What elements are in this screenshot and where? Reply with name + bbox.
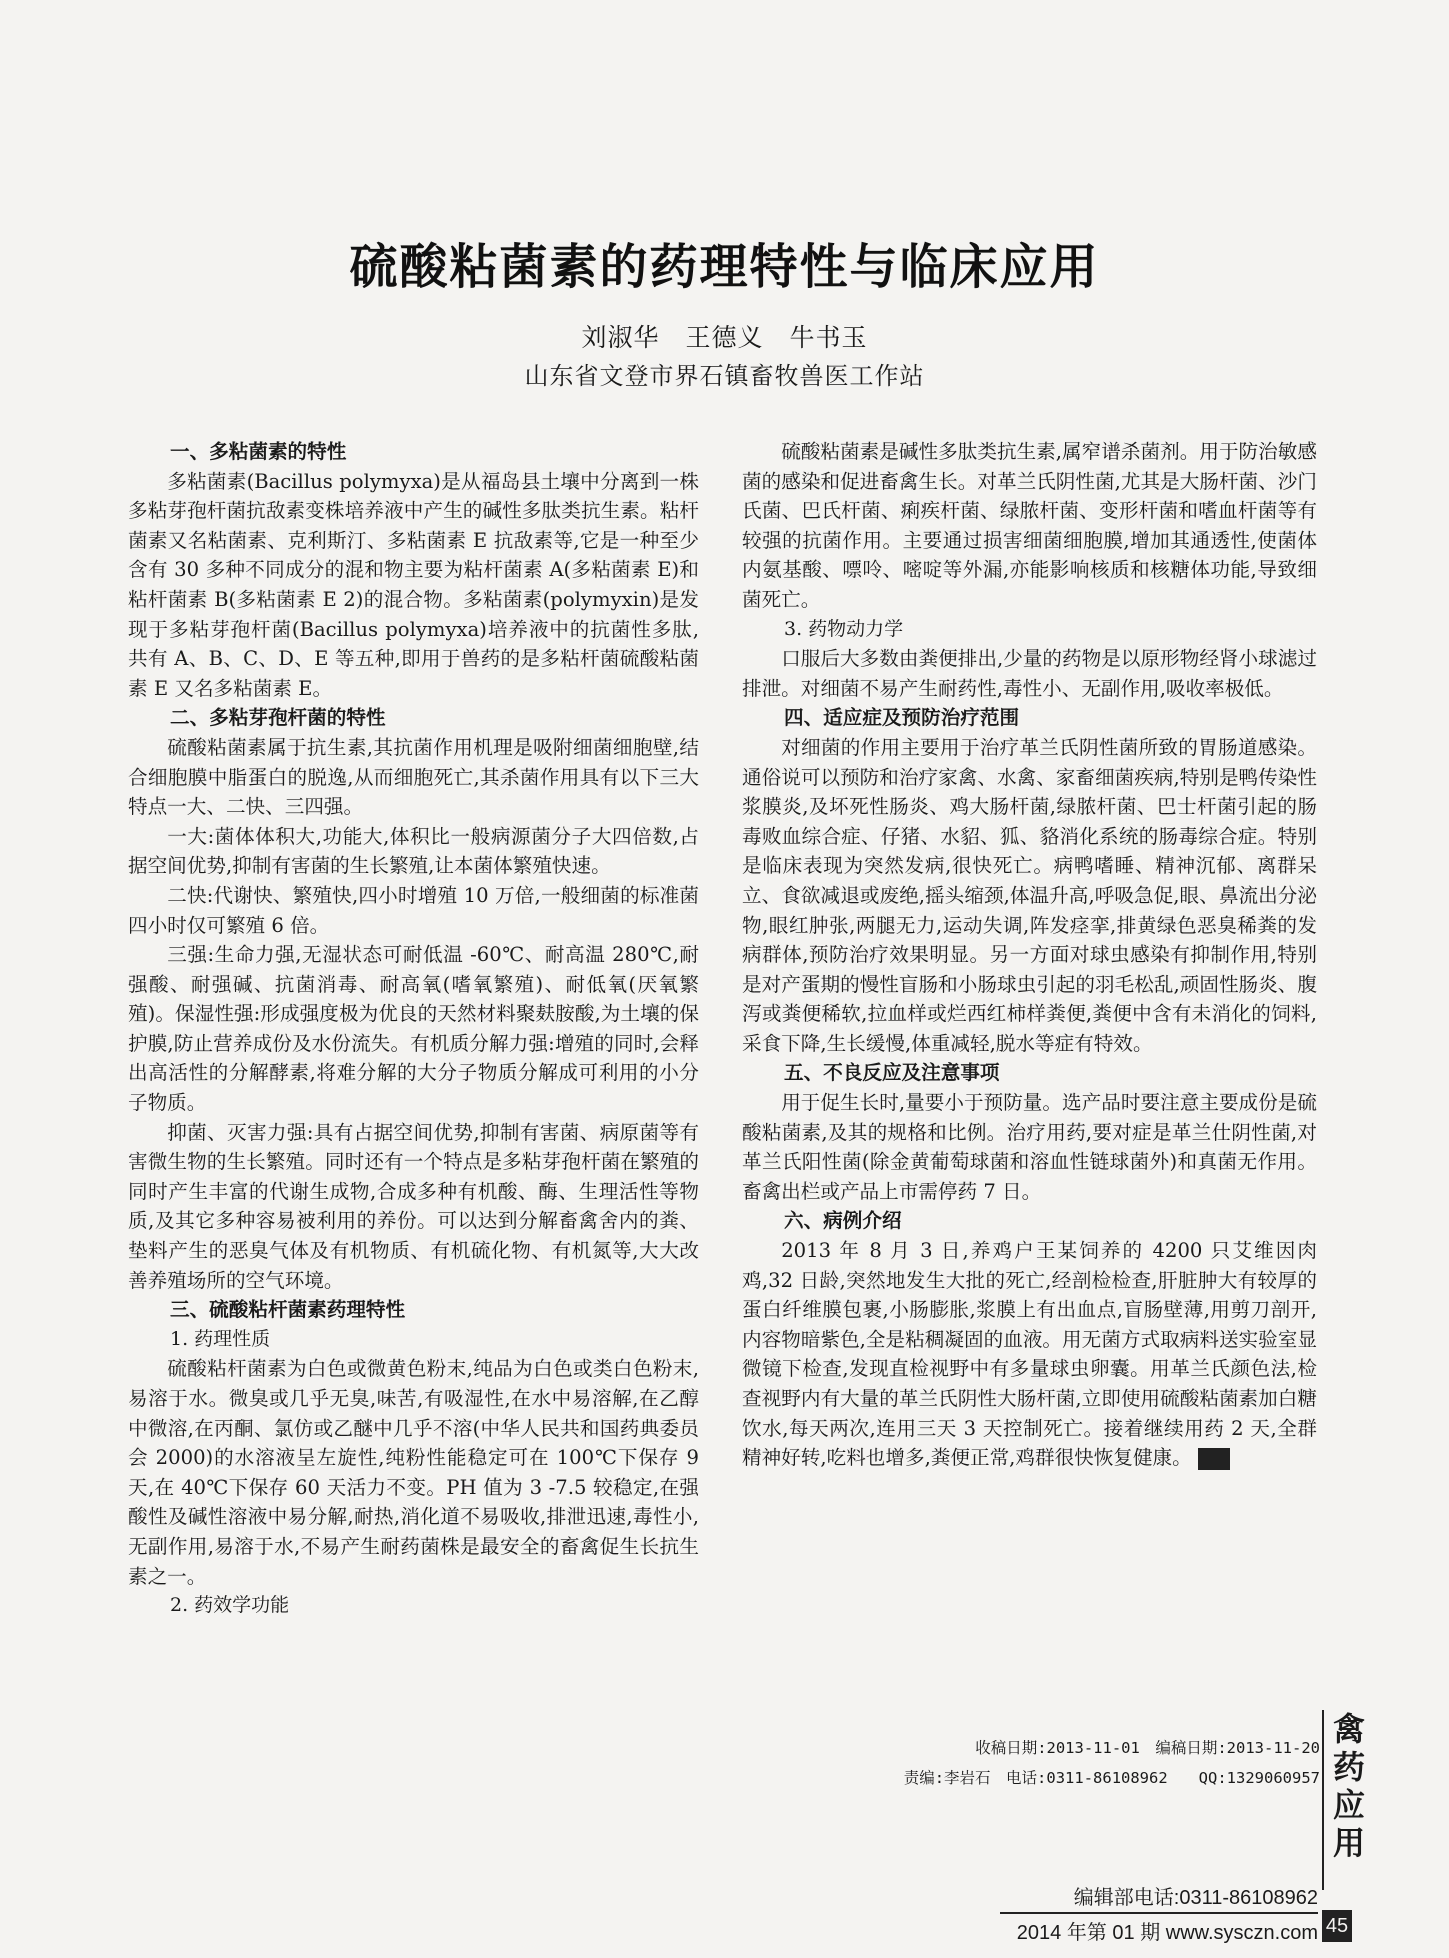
paragraph bbox=[742, 1236, 1317, 1473]
end-mark-icon: ▣ bbox=[1198, 1448, 1230, 1470]
paragraph: 三强:生命力强,无湿状态可耐低温 -60℃、耐高温 280℃,耐强酸、耐强碱、抗菌消毒、耐高氧(嗜氧繁殖)、耐低氧(厌氧繁殖)。保湿性强:形成强度极为优良的天然材料聚麸胺酸,为土壤的保护膜,防止营养成份及水份流失。有机质分解力强:增殖的同时,会释出高活性的分解酵素,将难分解的大分子物质分解成可利用的小分子物质。 bbox=[128, 943, 699, 1115]
section-heading-2: 二、多粘芽孢杆菌的特性 bbox=[170, 706, 386, 730]
paragraph: 对细菌的作用主要用于治疗革兰氏阴性菌所致的胃肠道感染。通俗说可以预防和治疗家禽、水禽、家畜细菌疾病,特别是鸭传染性浆膜炎,及坏死性肠炎、鸡大肠杆菌,绿脓杆菌、巴士杆菌引起的肠毒败血综合症、仔猪、水貂、狐、貉消化系统的肠毒综合症。特别是临床表现为突然发病,很快死亡。病鸭嗜睡、精神沉郁、离群呆立、食欲减退或废绝,摇头缩颈,体温升高,呼吸急促,眼、鼻流出分泌物,眼红肿张,两腿无力,运动失调,阵发痉挛,排黄绿色恶臭稀粪的发病群体,预防治疗效果明显。另一方面对球虫感染有抑制作用,特别是对产蛋期的慢性盲肠和小肠球虫引起的羽毛松乱,顽固性肠炎、腹泻或粪便稀软,拉血样或烂西红柿样粪便,粪便中含有未消化的饲料,采食下降,生长缓慢,体重减轻,脱水等症有特效。 bbox=[742, 735, 1317, 1055]
section-heading-6: 六、病例介绍 bbox=[784, 1209, 902, 1233]
right-column bbox=[742, 437, 1317, 1473]
paragraph: 硫酸粘菌素属于抗生素,其抗菌作用机理是吸附细菌细胞壁,结合细胞膜中脂蛋白的脱逸,从而细胞死亡,其杀菌作用具有以下三大特点一大、二快、三四强。 bbox=[128, 735, 699, 819]
case-text: 2013 年 8 月 3 日,养鸡户王某饲养的 4200 只艾维因肉鸡,32 日龄,突然地发生大批的死亡,经剖检检查,肝脏肿大有较厚的蛋白纤维膜包裹,小肠膨胀,浆膜上有出血点,盲肠壁薄,用剪刀剖开,内容物暗紫色,全是粘稠凝固的血液。用无菌方式取病料送实验室显微镜下检查,发现直检视野中有多量球虫卵囊。用革兰氏颜色法,检查视野内有大量的革兰氏阴性大肠杆菌,立即使用硫酸粘菌素加白糖饮水,每天两次,连用三天 3 天控制死亡。接着继续用药 2 天,全群精神好转,吃料也增多,粪便正常,鸡群很快恢复健康。 bbox=[742, 1239, 1317, 1470]
paragraph: 口服后大多数由粪便排出,少量的药物是以原形物经肾小球滤过排泄。对细菌不易产生耐药性,毒性小、无副作用,吸收率极低。 bbox=[742, 647, 1317, 700]
section-heading-3: 三、硫酸粘杆菌素药理特性 bbox=[170, 1298, 406, 1322]
column-tab-char: 用 bbox=[1332, 1824, 1365, 1862]
editorial-phone: 编辑部电话:0311-86108962 bbox=[1000, 1881, 1318, 1914]
section-heading-4: 四、适应症及预防治疗范围 bbox=[784, 706, 1020, 730]
article-authors: 刘淑华 王德义 牛书玉 bbox=[581, 323, 868, 352]
article-meta bbox=[742, 1733, 1320, 1793]
paragraph: 硫酸粘菌素是碱性多肽类抗生素,属窄谱杀菌剂。用于防治敏感菌的感染和促进畜禽生长。对革兰氏阴性菌,尤其是大肠杆菌、沙门氏菌、巴氏杆菌、痢疾杆菌、绿脓杆菌、变形杆菌和嗜血杆菌等有较强的抗菌作用。主要通过损害细菌细胞膜,增加其通透性,使菌体内氨基酸、嘌呤、嘧啶等外漏,亦能影响核质和核糖体功能,导致细菌死亡。 bbox=[742, 440, 1317, 611]
author-affiliation: 山东省文登市界石镇畜牧兽医工作站 bbox=[524, 362, 925, 390]
paragraph: 一大:菌体体积大,功能大,体积比一般病源菌分子大四倍数,占据空间优势,抑制有害菌的生长繁殖,让本菌体繁殖快速。 bbox=[128, 824, 699, 878]
paragraph: 二快:代谢快、繁殖快,四小时增殖 10 万倍,一般细菌的标准菌四小时仅可繁殖 6 倍。 bbox=[128, 883, 699, 937]
column-tab-char: 应 bbox=[1332, 1786, 1365, 1824]
issue-info: 2014 年第 01 期 www.sysczn.com bbox=[1016, 1922, 1318, 1944]
paragraph: 多粘菌素(Bacillus polymyxa)是从福岛县土壤中分离到一株多粘芽孢杆菌抗敌素变株培养液中产生的碱性多肽类抗生素。粘杆菌素又名粘菌素、克利斯汀、多粘菌素 E 抗敌素等,它是一种至少含有 30 多种不同成分的混和物主要为粘杆菌素 A(多粘菌素 E)和粘杆菌素 B(多粘菌素 E 2)的混合物。多粘菌素(polymyxin)是发现于多粘芽孢杆菌(Bacillus polymyxa)培养液中的抗菌性多肽,共有 A、B、C、D、E 等五种,即用于兽药的是多粘杆菌硫酸粘菌素 E 又名多粘菌素 E。 bbox=[128, 469, 699, 700]
article-title: 硫酸粘菌素的药理特性与临床应用 bbox=[349, 239, 1100, 295]
column-tab-char: 药 bbox=[1332, 1748, 1365, 1786]
subsection-heading: 2. 药效学功能 bbox=[170, 1594, 290, 1617]
left-column bbox=[128, 437, 699, 1621]
column-tab bbox=[1322, 1710, 1374, 1890]
paragraph: 用于促生长时,量要小于预防量。选产品时要注意主要成份是硫酸粘菌素,及其的规格和比例。治疗用药,要对症是革兰仕阴性菌,对革兰氏阳性菌(除金黄葡萄球菌和溶血性链球菌外)和真菌无作用。畜禽出栏或产品上市需停药 7 日。 bbox=[742, 1091, 1317, 1203]
column-tab-char: 禽 bbox=[1332, 1710, 1365, 1748]
subsection-heading: 1. 药理性质 bbox=[170, 1327, 271, 1350]
section-heading-1: 一、多粘菌素的特性 bbox=[170, 440, 347, 463]
received-dates: 收稿日期:2013-11-01 编稿日期:2013-11-20 bbox=[975, 1739, 1320, 1757]
section-heading-5: 五、不良反应及注意事项 bbox=[784, 1061, 1000, 1085]
editor-contact: 责编:李岩石 电话:0311-86108962 QQ:1329060957 bbox=[903, 1769, 1320, 1787]
paragraph: 抑菌、灭害力强:具有占据空间优势,抑制有害菌、病原菌等有害微生物的生长繁殖。同时还有一个特点是多粘芽孢杆菌在繁殖的同时产生丰富的代谢生成物,合成多种有机酸、酶、生理活性等物质,及其它多种容易被利用的养份。可以达到分解畜禽舍内的粪、垫料产生的恶臭气体及有机物质、有机硫化物、有机氮等,大大改善养殖场所的空气环境。 bbox=[128, 1120, 699, 1292]
subsection-heading: 3. 药物动力学 bbox=[784, 617, 904, 640]
page-number: 45 bbox=[1322, 1910, 1352, 1942]
paragraph: 硫酸粘杆菌素为白色或微黄色粉末,纯品为白色或类白色粉末,易溶于水。微臭或几乎无臭,味苦,有吸湿性,在水中易溶解,在乙醇中微溶,在丙酮、氯仿或乙醚中几乎不溶(中华人民共和国药典委员会 2000)的水溶液呈左旋性,纯粉性能稳定可在 100℃下保存 9 天,在 40℃下保存 60 天活力不变。PH 值为 3 -7.5 较稳定,在强酸性及碱性溶液中易分解,耐热,消化道不易吸收,排泄迅速,毒性小,无副作用,易溶于水,不易产生耐药菌株是最安全的畜禽促生长抗生素之一。 bbox=[128, 1357, 699, 1588]
